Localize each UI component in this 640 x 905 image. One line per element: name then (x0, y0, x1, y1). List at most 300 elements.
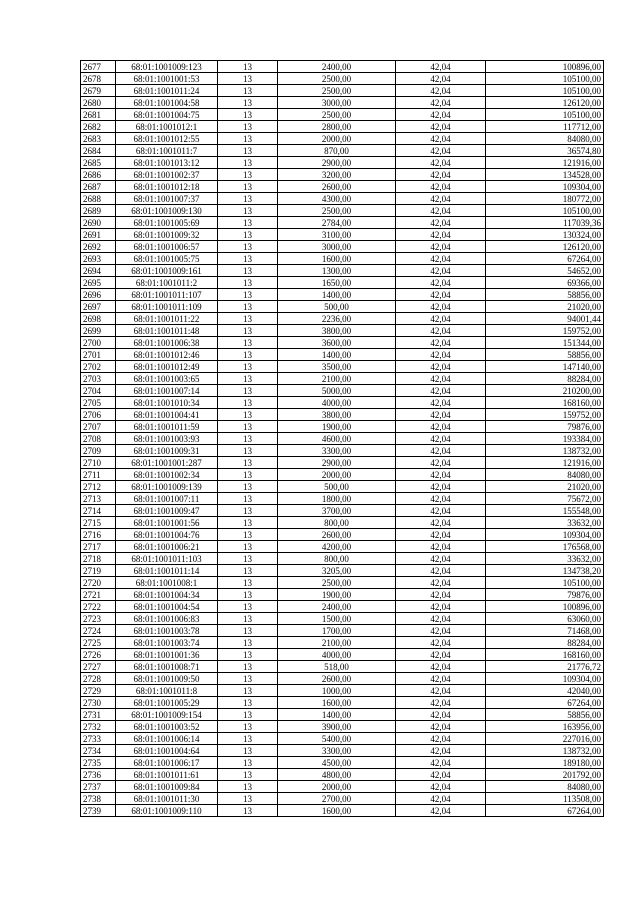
table-row (81, 757, 604, 769)
row-number-cell: 2737 (81, 781, 116, 793)
amount-cell: 168160,00 (486, 649, 604, 661)
area-cell: 2500,00 (278, 73, 396, 85)
amount-cell: 159752,00 (486, 409, 604, 421)
category-cell: 13 (218, 277, 278, 289)
category-cell: 13 (218, 577, 278, 589)
row-number-cell: 2679 (81, 85, 116, 97)
amount-cell: 100896,00 (486, 61, 604, 73)
row-number-cell: 2719 (81, 565, 116, 577)
rate-cell: 42,04 (396, 517, 486, 529)
cadastral-number-cell: 68:01:1001010:34 (116, 397, 218, 409)
rate-cell: 42,04 (396, 337, 486, 349)
category-cell: 13 (218, 265, 278, 277)
rate-cell: 42,04 (396, 241, 486, 253)
amount-cell: 163956,00 (486, 721, 604, 733)
amount-cell: 58856,00 (486, 289, 604, 301)
table-row (81, 421, 604, 433)
category-cell: 13 (218, 793, 278, 805)
table-row (81, 337, 604, 349)
table-row (81, 313, 604, 325)
category-cell: 13 (218, 649, 278, 661)
category-cell: 13 (218, 709, 278, 721)
cadastral-number-cell: 68:01:1001001:53 (116, 73, 218, 85)
rate-cell: 42,04 (396, 61, 486, 73)
category-cell: 13 (218, 157, 278, 169)
amount-cell: 121916,00 (486, 457, 604, 469)
amount-cell: 69366,00 (486, 277, 604, 289)
rate-cell: 42,04 (396, 793, 486, 805)
cadastral-number-cell: 68:01:1001002:37 (116, 169, 218, 181)
area-cell: 4000,00 (278, 397, 396, 409)
row-number-cell: 2738 (81, 793, 116, 805)
amount-cell: 130324,00 (486, 229, 604, 241)
amount-cell: 84080,00 (486, 133, 604, 145)
row-number-cell: 2706 (81, 409, 116, 421)
amount-cell: 54652,00 (486, 265, 604, 277)
area-cell: 2100,00 (278, 637, 396, 649)
row-number-cell: 2725 (81, 637, 116, 649)
cadastral-number-cell: 68:01:1001011:61 (116, 769, 218, 781)
rate-cell: 42,04 (396, 421, 486, 433)
area-cell: 800,00 (278, 517, 396, 529)
area-cell: 3300,00 (278, 445, 396, 457)
rate-cell: 42,04 (396, 217, 486, 229)
rate-cell: 42,04 (396, 409, 486, 421)
cadastral-number-cell: 68:01:1001006:57 (116, 241, 218, 253)
cadastral-number-cell: 68:01:1001003:65 (116, 373, 218, 385)
table-row (81, 793, 604, 805)
row-number-cell: 2703 (81, 373, 116, 385)
amount-cell: 109304,00 (486, 529, 604, 541)
row-number-cell: 2708 (81, 433, 116, 445)
rate-cell: 42,04 (396, 397, 486, 409)
amount-cell: 151344,00 (486, 337, 604, 349)
rate-cell: 42,04 (396, 661, 486, 673)
row-number-cell: 2692 (81, 241, 116, 253)
table-row (81, 253, 604, 265)
area-cell: 2900,00 (278, 157, 396, 169)
row-number-cell: 2685 (81, 157, 116, 169)
cadastral-number-cell: 68:01:1001011:14 (116, 565, 218, 577)
cadastral-number-cell: 68:01:1001011:2 (116, 277, 218, 289)
area-cell: 4300,00 (278, 193, 396, 205)
rate-cell: 42,04 (396, 529, 486, 541)
cadastral-number-cell: 68:01:1001006:14 (116, 733, 218, 745)
row-number-cell: 2687 (81, 181, 116, 193)
table-row (81, 193, 604, 205)
table-row (81, 469, 604, 481)
area-cell: 500,00 (278, 301, 396, 313)
table-row (81, 169, 604, 181)
category-cell: 13 (218, 325, 278, 337)
category-cell: 13 (218, 625, 278, 637)
area-cell: 2000,00 (278, 133, 396, 145)
rate-cell: 42,04 (396, 481, 486, 493)
amount-cell: 88284,00 (486, 637, 604, 649)
row-number-cell: 2733 (81, 733, 116, 745)
cadastral-number-cell: 68:01:1001009:139 (116, 481, 218, 493)
table-row (81, 445, 604, 457)
area-cell: 2600,00 (278, 529, 396, 541)
rate-cell: 42,04 (396, 613, 486, 625)
category-cell: 13 (218, 781, 278, 793)
row-number-cell: 2721 (81, 589, 116, 601)
table-row (81, 241, 604, 253)
category-cell: 13 (218, 169, 278, 181)
area-cell: 1300,00 (278, 265, 396, 277)
cadastral-number-cell: 68:01:1001009:47 (116, 505, 218, 517)
rate-cell: 42,04 (396, 229, 486, 241)
table-row (81, 697, 604, 709)
row-number-cell: 2729 (81, 685, 116, 697)
cadastral-number-cell: 68:01:1001005:75 (116, 253, 218, 265)
category-cell: 13 (218, 121, 278, 133)
table-row (81, 541, 604, 553)
amount-cell: 63060,00 (486, 613, 604, 625)
rate-cell: 42,04 (396, 85, 486, 97)
area-cell: 3205,00 (278, 565, 396, 577)
area-cell: 4600,00 (278, 433, 396, 445)
row-number-cell: 2686 (81, 169, 116, 181)
cadastral-number-cell: 68:01:1001011:22 (116, 313, 218, 325)
amount-cell: 100896,00 (486, 601, 604, 613)
cadastral-number-cell: 68:01:1001009:50 (116, 673, 218, 685)
cadastral-number-cell: 68:01:1001008:71 (116, 661, 218, 673)
row-number-cell: 2699 (81, 325, 116, 337)
table-row (81, 601, 604, 613)
cadastral-number-cell: 68:01:1001009:84 (116, 781, 218, 793)
area-cell: 1700,00 (278, 625, 396, 637)
table-row (81, 73, 604, 85)
area-cell: 1650,00 (278, 277, 396, 289)
amount-cell: 147140,00 (486, 361, 604, 373)
cadastral-number-cell: 68:01:1001011:107 (116, 289, 218, 301)
category-cell: 13 (218, 313, 278, 325)
cadastral-number-cell: 68:01:1001011:24 (116, 85, 218, 97)
rate-cell: 42,04 (396, 709, 486, 721)
area-cell: 5400,00 (278, 733, 396, 745)
table-row (81, 457, 604, 469)
cadastral-number-cell: 68:01:1001004:41 (116, 409, 218, 421)
amount-cell: 105100,00 (486, 109, 604, 121)
cadastral-number-cell: 68:01:1001013:12 (116, 157, 218, 169)
row-number-cell: 2736 (81, 769, 116, 781)
category-cell: 13 (218, 505, 278, 517)
amount-cell: 67264,00 (486, 253, 604, 265)
amount-cell: 138732,00 (486, 745, 604, 757)
area-cell: 3800,00 (278, 409, 396, 421)
cadastral-number-cell: 68:01:1001004:64 (116, 745, 218, 757)
table-row (81, 553, 604, 565)
area-cell: 2100,00 (278, 373, 396, 385)
amount-cell: 36574,80 (486, 145, 604, 157)
cadastral-number-cell: 68:01:1001011:8 (116, 685, 218, 697)
cadastral-number-cell: 68:01:1001001:36 (116, 649, 218, 661)
area-cell: 2800,00 (278, 121, 396, 133)
table-row (81, 265, 604, 277)
table-row (81, 277, 604, 289)
rate-cell: 42,04 (396, 193, 486, 205)
amount-cell: 126120,00 (486, 241, 604, 253)
row-number-cell: 2683 (81, 133, 116, 145)
cadastral-number-cell: 68:01:1001004:76 (116, 529, 218, 541)
row-number-cell: 2727 (81, 661, 116, 673)
table-row (81, 733, 604, 745)
row-number-cell: 2711 (81, 469, 116, 481)
amount-cell: 109304,00 (486, 673, 604, 685)
table-body (81, 61, 604, 817)
area-cell: 2600,00 (278, 181, 396, 193)
category-cell: 13 (218, 769, 278, 781)
amount-cell: 84080,00 (486, 469, 604, 481)
cadastral-number-cell: 68:01:1001011:109 (116, 301, 218, 313)
row-number-cell: 2709 (81, 445, 116, 457)
category-cell: 13 (218, 685, 278, 697)
area-cell: 4200,00 (278, 541, 396, 553)
area-cell: 2400,00 (278, 61, 396, 73)
category-cell: 13 (218, 673, 278, 685)
row-number-cell: 2695 (81, 277, 116, 289)
category-cell: 13 (218, 481, 278, 493)
row-number-cell: 2682 (81, 121, 116, 133)
category-cell: 13 (218, 565, 278, 577)
rate-cell: 42,04 (396, 361, 486, 373)
rate-cell: 42,04 (396, 733, 486, 745)
row-number-cell: 2697 (81, 301, 116, 313)
area-cell: 4000,00 (278, 649, 396, 661)
rate-cell: 42,04 (396, 97, 486, 109)
row-number-cell: 2680 (81, 97, 116, 109)
cadastral-number-cell: 68:01:1001007:37 (116, 193, 218, 205)
cadastral-number-cell: 68:01:1001007:14 (116, 385, 218, 397)
table-row (81, 781, 604, 793)
area-cell: 2900,00 (278, 457, 396, 469)
row-number-cell: 2689 (81, 205, 116, 217)
rate-cell: 42,04 (396, 541, 486, 553)
category-cell: 13 (218, 61, 278, 73)
amount-cell: 176568,00 (486, 541, 604, 553)
rate-cell: 42,04 (396, 745, 486, 757)
table-row (81, 289, 604, 301)
rate-cell: 42,04 (396, 265, 486, 277)
area-cell: 1900,00 (278, 421, 396, 433)
row-number-cell: 2677 (81, 61, 116, 73)
row-number-cell: 2734 (81, 745, 116, 757)
area-cell: 3700,00 (278, 505, 396, 517)
amount-cell: 33632,00 (486, 553, 604, 565)
rate-cell: 42,04 (396, 145, 486, 157)
row-number-cell: 2707 (81, 421, 116, 433)
category-cell: 13 (218, 757, 278, 769)
category-cell: 13 (218, 217, 278, 229)
cadastral-number-cell: 68:01:1001009:110 (116, 805, 218, 817)
cadastral-number-cell: 68:01:1001009:32 (116, 229, 218, 241)
cadastral-number-cell: 68:01:1001012:18 (116, 181, 218, 193)
category-cell: 13 (218, 361, 278, 373)
amount-cell: 21020,00 (486, 301, 604, 313)
cadastral-number-cell: 68:01:1001011:59 (116, 421, 218, 433)
area-cell: 1600,00 (278, 253, 396, 265)
table-row (81, 433, 604, 445)
table-row (81, 229, 604, 241)
row-number-cell: 2720 (81, 577, 116, 589)
category-cell: 13 (218, 385, 278, 397)
row-number-cell: 2731 (81, 709, 116, 721)
table-row (81, 145, 604, 157)
row-number-cell: 2714 (81, 505, 116, 517)
row-number-cell: 2726 (81, 649, 116, 661)
table-row (81, 745, 604, 757)
rate-cell: 42,04 (396, 553, 486, 565)
rate-cell: 42,04 (396, 325, 486, 337)
row-number-cell: 2723 (81, 613, 116, 625)
area-cell: 2784,00 (278, 217, 396, 229)
table-row (81, 397, 604, 409)
row-number-cell: 2704 (81, 385, 116, 397)
table-row (81, 481, 604, 493)
area-cell: 1400,00 (278, 289, 396, 301)
area-cell: 2000,00 (278, 781, 396, 793)
amount-cell: 227016,00 (486, 733, 604, 745)
row-number-cell: 2691 (81, 229, 116, 241)
cadastral-number-cell: 68:01:1001005:29 (116, 697, 218, 709)
amount-cell: 42040,00 (486, 685, 604, 697)
area-cell: 3100,00 (278, 229, 396, 241)
table-row (81, 217, 604, 229)
rate-cell: 42,04 (396, 73, 486, 85)
category-cell: 13 (218, 493, 278, 505)
area-cell: 2500,00 (278, 577, 396, 589)
cadastral-number-cell: 68:01:1001004:75 (116, 109, 218, 121)
area-cell: 2236,00 (278, 313, 396, 325)
cadastral-number-cell: 68:01:1001001:287 (116, 457, 218, 469)
rate-cell: 42,04 (396, 637, 486, 649)
amount-cell: 105100,00 (486, 73, 604, 85)
rate-cell: 42,04 (396, 313, 486, 325)
amount-cell: 159752,00 (486, 325, 604, 337)
rate-cell: 42,04 (396, 445, 486, 457)
category-cell: 13 (218, 337, 278, 349)
rate-cell: 42,04 (396, 469, 486, 481)
amount-cell: 117039,36 (486, 217, 604, 229)
rate-cell: 42,04 (396, 253, 486, 265)
category-cell: 13 (218, 181, 278, 193)
amount-cell: 79876,00 (486, 421, 604, 433)
category-cell: 13 (218, 517, 278, 529)
cadastral-number-cell: 68:01:1001005:69 (116, 217, 218, 229)
category-cell: 13 (218, 805, 278, 817)
amount-cell: 21020,00 (486, 481, 604, 493)
table-row (81, 97, 604, 109)
cadastral-number-cell: 68:01:1001008:1 (116, 577, 218, 589)
row-number-cell: 2684 (81, 145, 116, 157)
area-cell: 3600,00 (278, 337, 396, 349)
rate-cell: 42,04 (396, 685, 486, 697)
row-number-cell: 2678 (81, 73, 116, 85)
amount-cell: 75672,00 (486, 493, 604, 505)
cadastral-number-cell: 68:01:1001003:74 (116, 637, 218, 649)
amount-cell: 168160,00 (486, 397, 604, 409)
area-cell: 518,00 (278, 661, 396, 673)
rate-cell: 42,04 (396, 373, 486, 385)
area-cell: 2500,00 (278, 109, 396, 121)
amount-cell: 210200,00 (486, 385, 604, 397)
land-parcel-table (80, 60, 604, 817)
area-cell: 5000,00 (278, 385, 396, 397)
category-cell: 13 (218, 109, 278, 121)
category-cell: 13 (218, 457, 278, 469)
cadastral-number-cell: 68:01:1001006:38 (116, 337, 218, 349)
row-number-cell: 2702 (81, 361, 116, 373)
row-number-cell: 2688 (81, 193, 116, 205)
area-cell: 2400,00 (278, 601, 396, 613)
cadastral-number-cell: 68:01:1001004:34 (116, 589, 218, 601)
table-row (81, 517, 604, 529)
rate-cell: 42,04 (396, 589, 486, 601)
rate-cell: 42,04 (396, 277, 486, 289)
table-row (81, 109, 604, 121)
table-row (81, 301, 604, 313)
table-row (81, 181, 604, 193)
category-cell: 13 (218, 433, 278, 445)
category-cell: 13 (218, 289, 278, 301)
row-number-cell: 2716 (81, 529, 116, 541)
table-row (81, 805, 604, 817)
row-number-cell: 2694 (81, 265, 116, 277)
rate-cell: 42,04 (396, 181, 486, 193)
category-cell: 13 (218, 373, 278, 385)
row-number-cell: 2700 (81, 337, 116, 349)
rate-cell: 42,04 (396, 565, 486, 577)
amount-cell: 155548,00 (486, 505, 604, 517)
rate-cell: 42,04 (396, 601, 486, 613)
area-cell: 2500,00 (278, 205, 396, 217)
row-number-cell: 2710 (81, 457, 116, 469)
category-cell: 13 (218, 301, 278, 313)
cadastral-number-cell: 68:01:1001011:7 (116, 145, 218, 157)
row-number-cell: 2722 (81, 601, 116, 613)
cadastral-number-cell: 68:01:1001006:83 (116, 613, 218, 625)
row-number-cell: 2713 (81, 493, 116, 505)
rate-cell: 42,04 (396, 121, 486, 133)
category-cell: 13 (218, 469, 278, 481)
category-cell: 13 (218, 661, 278, 673)
rate-cell: 42,04 (396, 301, 486, 313)
category-cell: 13 (218, 589, 278, 601)
amount-cell: 117712,00 (486, 121, 604, 133)
table-row (81, 661, 604, 673)
cadastral-number-cell: 68:01:1001004:58 (116, 97, 218, 109)
row-number-cell: 2712 (81, 481, 116, 493)
category-cell: 13 (218, 613, 278, 625)
table-row (81, 589, 604, 601)
row-number-cell: 2730 (81, 697, 116, 709)
cadastral-number-cell: 68:01:1001009:123 (116, 61, 218, 73)
cadastral-number-cell: 68:01:1001003:93 (116, 433, 218, 445)
rate-cell: 42,04 (396, 385, 486, 397)
amount-cell: 126120,00 (486, 97, 604, 109)
row-number-cell: 2718 (81, 553, 116, 565)
row-number-cell: 2698 (81, 313, 116, 325)
rate-cell: 42,04 (396, 289, 486, 301)
table-row (81, 157, 604, 169)
table-row (81, 121, 604, 133)
area-cell: 1600,00 (278, 697, 396, 709)
cadastral-number-cell: 68:01:1001011:103 (116, 553, 218, 565)
rate-cell: 42,04 (396, 169, 486, 181)
amount-cell: 201792,00 (486, 769, 604, 781)
category-cell: 13 (218, 553, 278, 565)
